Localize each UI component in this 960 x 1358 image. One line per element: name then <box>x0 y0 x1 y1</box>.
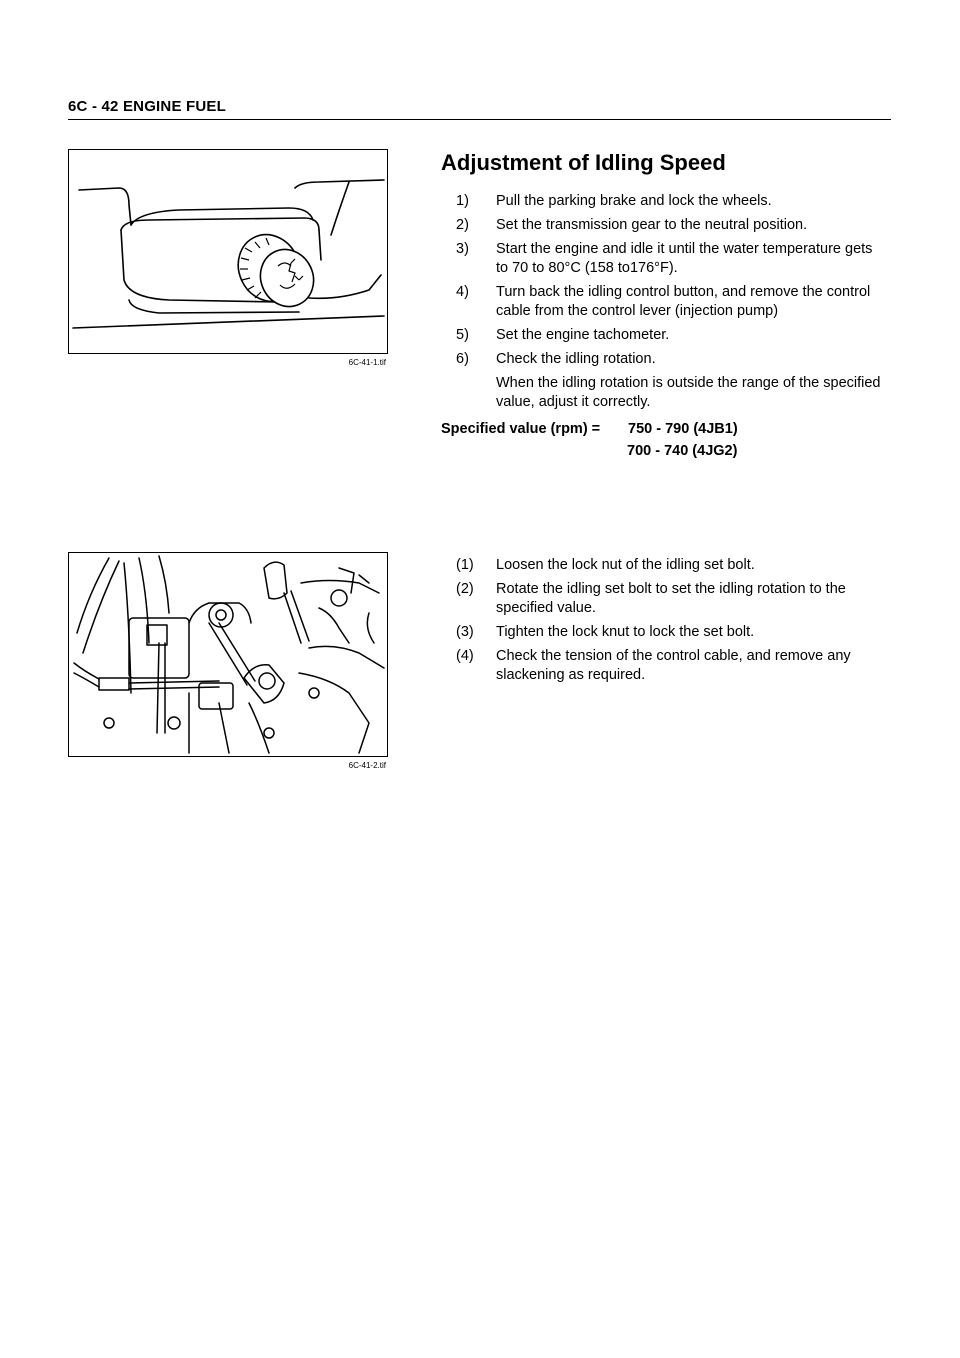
figure-injection-pump <box>68 552 388 757</box>
substep-item <box>456 556 886 575</box>
section-title: Adjustment of Idling Speed <box>441 150 726 175</box>
substep-item <box>456 580 886 618</box>
substep-item <box>456 647 886 685</box>
substep-item <box>456 623 886 642</box>
adjustment-steps <box>456 192 886 412</box>
step-item <box>456 240 886 278</box>
step-number: 6) <box>456 351 469 367</box>
spec-row <box>441 418 738 440</box>
spec-row <box>441 440 738 462</box>
figure-idle-knob <box>68 149 388 354</box>
spec-value: 750 - 790 (4JB1) <box>628 421 738 437</box>
header-rule <box>68 119 891 120</box>
step-item <box>456 283 886 321</box>
figure-caption: 6C-41-2.tif <box>348 761 386 770</box>
step-text: Turn back the idling control button, and remove the control cable from the control lever (injection pump) <box>496 284 871 319</box>
page-header-title: 6C - 42 ENGINE FUEL <box>68 98 226 115</box>
substep-text: Tighten the lock knut to lock the set bolt. <box>496 624 755 640</box>
injection-pump-illustration <box>69 553 388 757</box>
step-number: 4) <box>456 284 469 300</box>
step-number: 3) <box>456 241 469 257</box>
step-item <box>456 192 886 211</box>
substep-number: (1) <box>456 557 474 573</box>
step-item <box>456 216 886 235</box>
idle-knob-illustration <box>69 150 388 354</box>
step-note: When the idling rotation is outside the range of the specified value, adjust it correctly. <box>496 375 881 410</box>
figure-caption: 6C-41-1.tif <box>348 358 386 367</box>
specified-value <box>441 418 738 462</box>
spec-label: Specified value (rpm) = <box>441 421 601 437</box>
step-item <box>456 350 886 369</box>
substep-text: Check the tension of the control cable, and remove any slackening as required. <box>496 648 851 683</box>
step-number: 5) <box>456 327 469 343</box>
step-number: 2) <box>456 217 469 233</box>
substep-number: (2) <box>456 581 474 597</box>
step-number: 1) <box>456 193 469 209</box>
step-text: Check the idling rotation. <box>496 351 656 367</box>
step-item <box>456 326 886 345</box>
step-text: Set the engine tachometer. <box>496 327 670 343</box>
substep-text: Loosen the lock nut of the idling set bolt. <box>496 557 755 573</box>
spec-value: 700 - 740 (4JG2) <box>627 443 738 459</box>
step-text: Pull the parking brake and lock the wheels. <box>496 193 772 209</box>
substep-text: Rotate the idling set bolt to set the idling rotation to the specified value. <box>496 581 846 616</box>
step-text: Set the transmission gear to the neutral position. <box>496 217 808 233</box>
substep-number: (4) <box>456 648 474 664</box>
idling-bolt-steps <box>456 556 886 690</box>
step-text: Start the engine and idle it until the water temperature gets to 70 to 80°C (158 to176°F). <box>496 241 873 276</box>
substep-number: (3) <box>456 624 474 640</box>
